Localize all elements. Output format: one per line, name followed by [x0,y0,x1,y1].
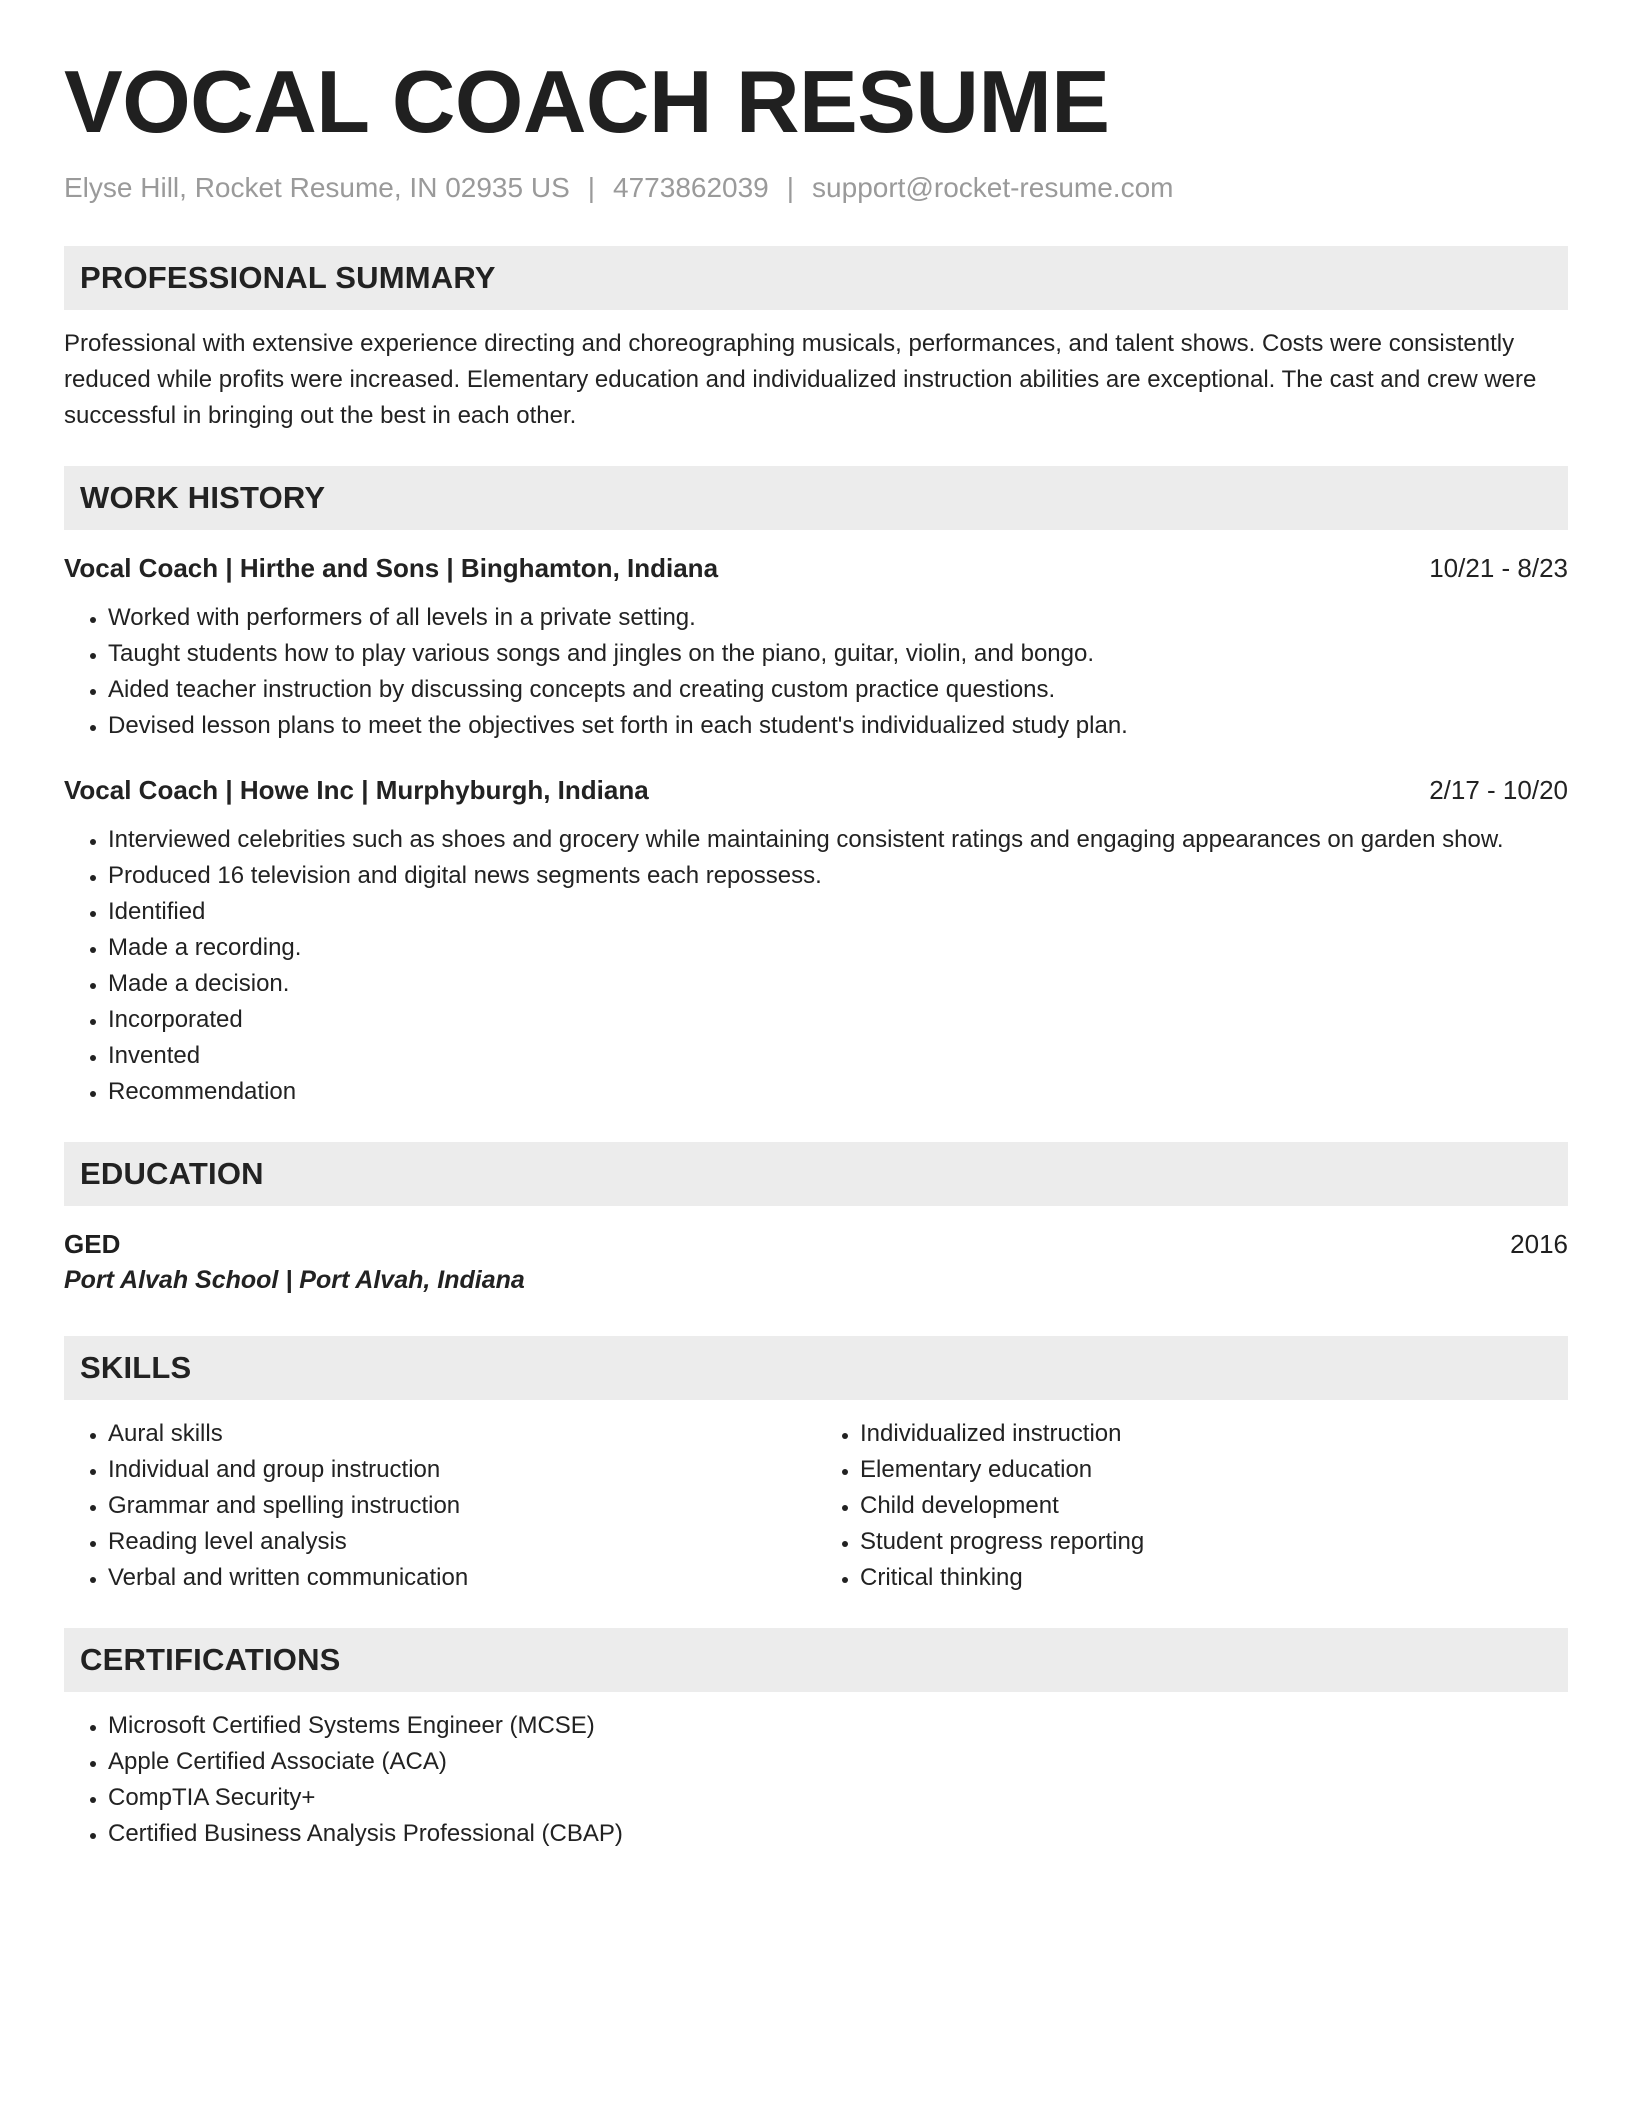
list-item: • Made a recording. [108,930,1568,966]
contact-phone: 4773862039 [613,172,769,203]
education-section [64,1142,1568,1298]
list-item: • CompTIA Security+ [108,1780,1568,1816]
contact-separator: | [786,172,795,203]
list-item: • Aural skills [108,1416,816,1452]
education-school: Port Alvah School | Port Alvah, Indiana [64,1266,525,1295]
job-bullets [64,822,1568,1110]
list-item: • Aided teacher instruction by discussing concepts and creating custom practice questions. [108,672,1568,708]
job-entry [64,772,1568,1110]
skills-list [64,1416,816,1596]
job-header [64,550,1568,586]
list-item: • Elementary education [860,1452,1568,1488]
work-history-section [64,466,1568,1110]
list-item: • Recommendation [108,1074,1568,1110]
work-history-heading: WORK HISTORY [64,466,1568,530]
job-title: Vocal Coach | Howe Inc | Murphyburgh, Indiana [64,775,649,806]
contact-address: Elyse Hill, Rocket Resume, IN 02935 US [64,172,570,203]
list-item: • Invented [108,1038,1568,1074]
skills-list [816,1416,1568,1596]
job-bullets [64,600,1568,744]
list-item: • Devised lesson plans to meet the objectives set forth in each student's individualized study plan. [108,708,1568,744]
job-header [64,772,1568,808]
summary-section [64,246,1568,434]
contact-line [64,170,1568,206]
education-row [64,1226,1568,1262]
skills-grid [64,1416,1568,1596]
list-item: • Certified Business Analysis Professional (CBAP) [108,1816,1568,1852]
skills-section [64,1336,1568,1596]
list-item: • Produced 16 television and digital news segments each repossess. [108,858,1568,894]
job-dates: 10/21 - 8/23 [1429,553,1568,584]
list-item: • Individualized instruction [860,1416,1568,1452]
certifications-list [64,1708,1568,1852]
skills-column-right [816,1416,1568,1596]
summary-text: Professional with extensive experience directing and choreographing musicals, performances, and talent shows. Costs were consistently reduced while profits were increased. Elementary education and individualized instruction abilities are exceptional. The cast and crew were successful in bringing out the best in each other. [64,330,1537,430]
skills-heading: SKILLS [64,1336,1568,1400]
education-heading: EDUCATION [64,1142,1568,1206]
contact-email: support@rocket-resume.com [812,172,1174,203]
list-item: • Interviewed celebrities such as shoes and grocery while maintaining consistent ratings and engaging appearances on garden show. [108,822,1568,858]
list-item: • Grammar and spelling instruction [108,1488,816,1524]
list-item: • Reading level analysis [108,1524,816,1560]
list-item: • Apple Certified Associate (ACA) [108,1744,1568,1780]
education-degree: GED [64,1229,121,1260]
list-item: • Critical thinking [860,1560,1568,1596]
summary-heading: PROFESSIONAL SUMMARY [64,246,1568,310]
resume-title: VOCAL COACH RESUME [64,52,1110,151]
contact-separator: | [587,172,596,203]
list-item: • Individual and group instruction [108,1452,816,1488]
list-item: • Made a decision. [108,966,1568,1002]
certifications-section [64,1628,1568,1852]
list-item: • Worked with performers of all levels in a private setting. [108,600,1568,636]
job-title: Vocal Coach | Hirthe and Sons | Binghamton, Indiana [64,553,719,584]
job-entry [64,550,1568,744]
job-dates: 2/17 - 10/20 [1429,775,1568,806]
list-item: • Incorporated [108,1002,1568,1038]
list-item: • Taught students how to play various songs and jingles on the piano, guitar, violin, and bongo. [108,636,1568,672]
education-year: 2016 [1510,1229,1568,1260]
certifications-heading: CERTIFICATIONS [64,1628,1568,1692]
list-item: • Microsoft Certified Systems Engineer (MCSE) [108,1708,1568,1744]
list-item: • Identified [108,894,1568,930]
list-item: • Student progress reporting [860,1524,1568,1560]
certifications-bullets [64,1708,1568,1852]
list-item: • Verbal and written communication [108,1560,816,1596]
list-item: • Child development [860,1488,1568,1524]
skills-column-left [64,1416,816,1596]
